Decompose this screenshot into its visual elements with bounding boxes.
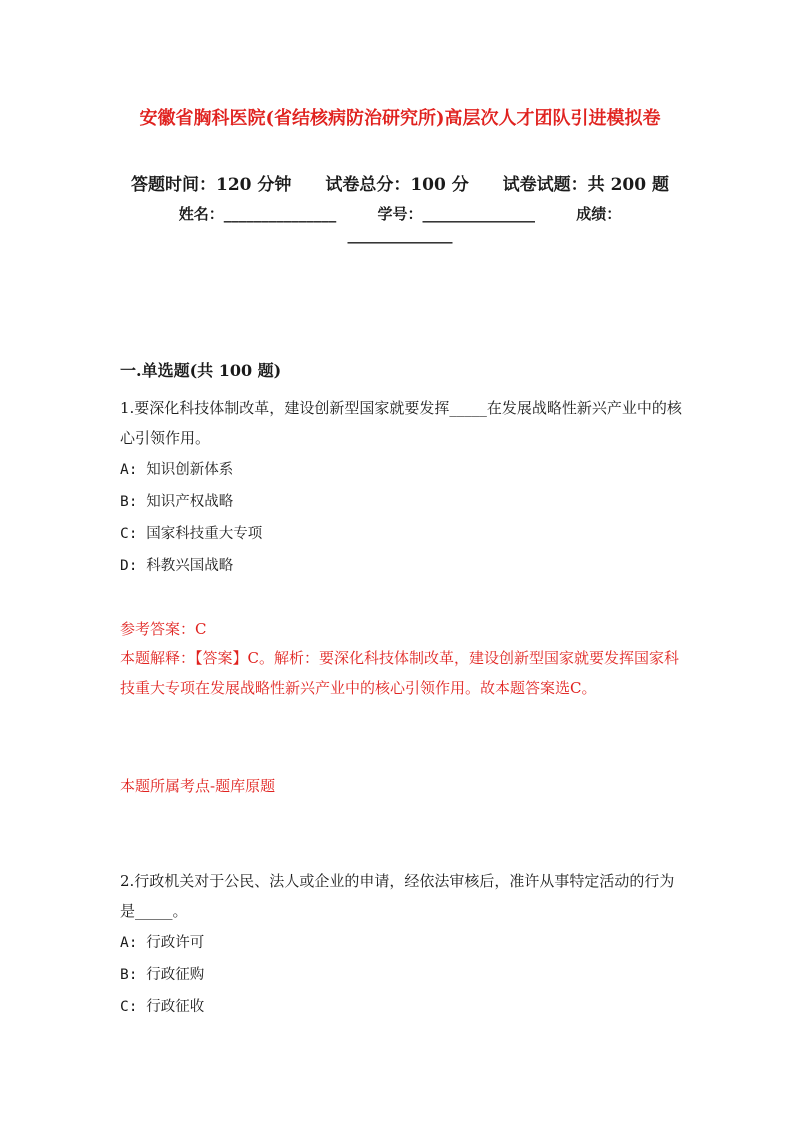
exam-meta xyxy=(0,170,800,195)
exam-title: 安徽省胸科医院(省结核病防治研究所)高层次人才团队引进模拟卷 xyxy=(139,108,661,129)
question-2-option-a: A: 行政许可 xyxy=(120,935,205,951)
question-2-option-b: B: 行政征购 xyxy=(120,967,205,983)
question-2-option-c: C: 行政征收 xyxy=(120,999,205,1015)
exam-total-questions: 试卷试题：共 200 题 xyxy=(502,175,669,195)
question-1-option-a: A: 知识创新体系 xyxy=(120,462,234,478)
student-id-field: 学号：_______________ xyxy=(377,205,535,223)
score-line: ______________ xyxy=(347,226,453,244)
section-title: 一.单选题(共 100 题) xyxy=(120,361,282,380)
question-1-answer: 参考答案：C xyxy=(120,620,207,638)
question-1-source: 本题所属考点-题库原题 xyxy=(120,777,276,795)
score-field: 成绩： xyxy=(576,205,622,223)
question-1-explanation: 本题解释：【答案】C。解析：要深化科技体制改革，建设创新型国家就要发挥国家科技重大专项在发展战略性新兴产业中的核心引领作用。故本题答案选C。 xyxy=(120,649,679,697)
question-1-option-c: C: 国家科技重大专项 xyxy=(120,526,263,542)
exam-total-score: 试卷总分：100 分 xyxy=(325,175,469,195)
question-1-option-d: D: 科教兴国战略 xyxy=(120,558,234,574)
question-1-option-b: B: 知识产权战略 xyxy=(120,494,234,510)
exam-time: 答题时间：120 分钟 xyxy=(131,175,292,195)
student-fields xyxy=(0,203,800,224)
question-1-stem: 1.要深化科技体制改革，建设创新型国家就要发挥_____在发展战略性新兴产业中的核心引领作用。 xyxy=(120,399,682,447)
question-2-stem: 2.行政机关对于公民、法人或企业的申请，经依法审核后，准许从事特定活动的行为是_____。 xyxy=(120,872,675,920)
name-field: 姓名：_______________ xyxy=(178,205,337,223)
